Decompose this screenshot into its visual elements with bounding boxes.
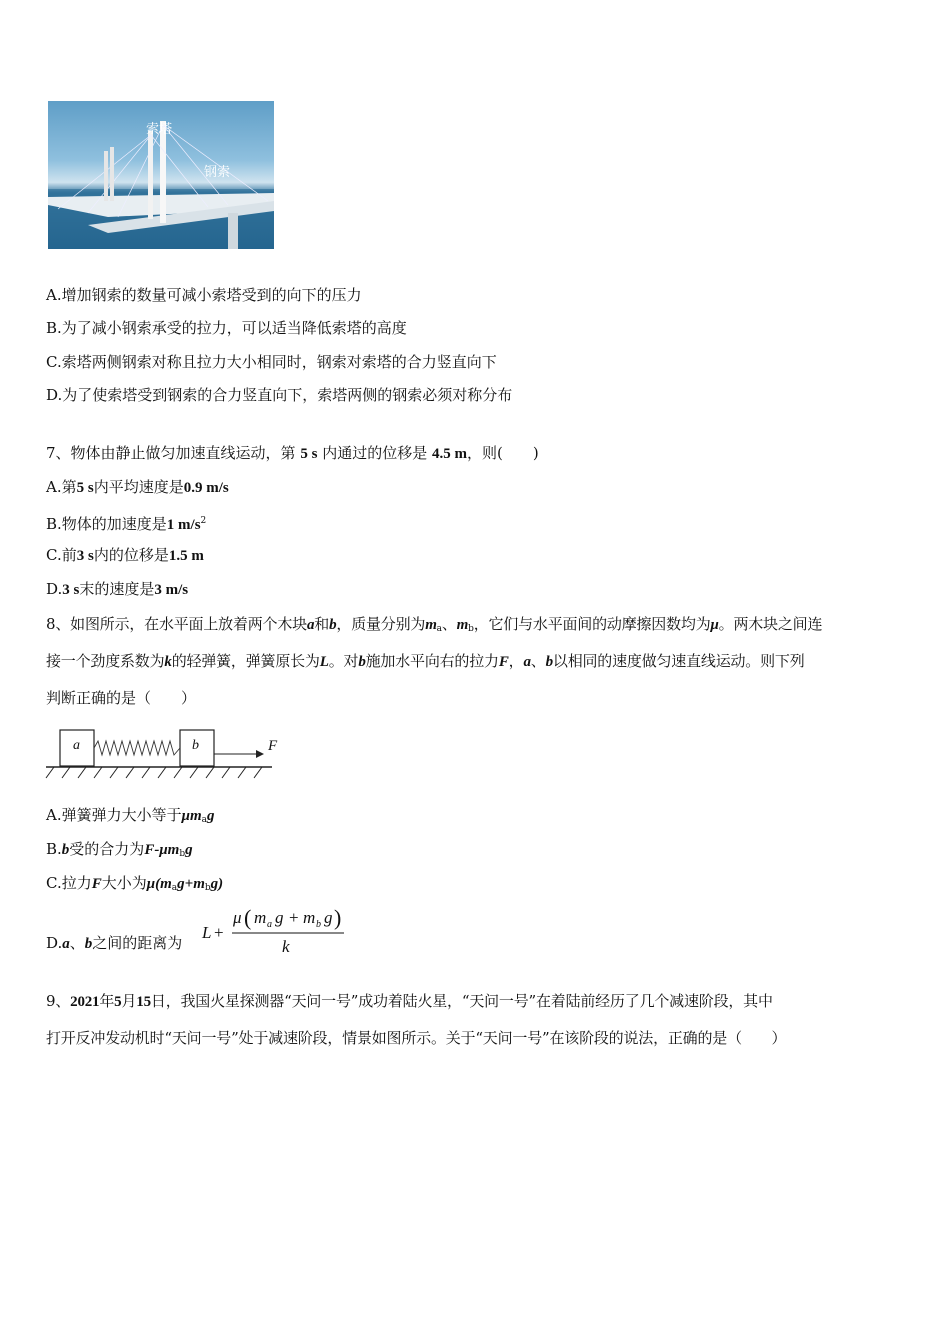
q7-option-a: A.第5 s内平均速度是0.9 m/s [46,478,229,496]
svg-text:m: m [303,908,316,927]
q6-option-a: A.增加钢索的数量可减小索塔受到的向下的压力 [46,286,362,304]
spring-blocks-diagram [44,726,280,782]
svg-text:μ: μ [233,908,242,927]
svg-text:(: ( [244,905,252,930]
q6-option-b: B.为了减小钢索承受的拉力，可以适当降低索塔的高度 [46,319,407,337]
svg-text:a: a [267,919,272,930]
force-f-label: F [268,738,278,754]
distance-formula [200,902,350,958]
q8-stem-line2: 接一个劲度系数为k的轻弹簧，弹簧原长为L。对b施加水平向右的拉力F，a、b以相同的速度做匀速直线运动。则下列 [46,652,805,670]
q7-option-d: D.3 s末的速度是3 m/s [46,580,189,598]
block-b-label: b [192,738,199,753]
q6-option-d: D.为了使索塔受到钢索的合力竖直向下，索塔两侧的钢索必须对称分布 [46,386,513,404]
svg-text:): ) [334,905,342,930]
q9-stem-line1: 9、2021年5月15日，我国火星探测器“天问一号”成功着陆火星，“天问一号”在着陆前经历了几个减速阶段，其中 [46,992,773,1010]
svg-text:g: g [324,908,333,927]
svg-text:k: k [282,937,290,956]
svg-text:+: + [289,908,299,927]
q8-option-d: D.a、b之间的距离为 [46,934,183,952]
bridge-photo [48,101,274,249]
q8-option-c: C.拉力F大小为$\mu(m_ag+m_bg)$ [46,874,224,893]
q8-stem-line1: 8、如图所示，在水平面上放着两个木块a和b，质量分别为$m_a$、$m_b$，它们与水平面间的动摩擦因数均为μ。两木块之间连 [46,615,823,634]
q7-option-b: B.物体的加速度是1 $m/s^2$ [46,515,207,533]
svg-text:+: + [214,923,224,942]
q8-option-b: B.b受的合力为$F-\mu m_bg$ [46,840,193,859]
svg-text:m: m [254,908,267,927]
q8-option-a: A.弹簧弹力大小等于$\mu m_ag$ [46,806,215,825]
cable-label: 钢索 [204,165,231,180]
svg-text:g: g [275,908,284,927]
q7-stem: 7、物体由静止做匀加速直线运动，第 5 s 内通过的位移是 4.5 m，则( ) [46,444,539,462]
q9-stem-line2: 打开反冲发动机时“天问一号”处于减速阶段，情景如图所示。关于“天问一号”在该阶段的说法，正确的是（ ） [46,1029,787,1047]
q6-option-c: C.索塔两侧钢索对称且拉力大小相同时，钢索对索塔的合力竖直向下 [46,353,497,371]
q7-option-c: C.前3 s内的位移是1.5 m [46,546,204,564]
block-a-label: a [73,738,80,753]
svg-text:b: b [316,919,321,930]
tower-label: 索塔 [146,122,173,137]
svg-text:L: L [202,923,212,942]
q8-stem-line3: 判断正确的是（ ） [46,689,197,707]
